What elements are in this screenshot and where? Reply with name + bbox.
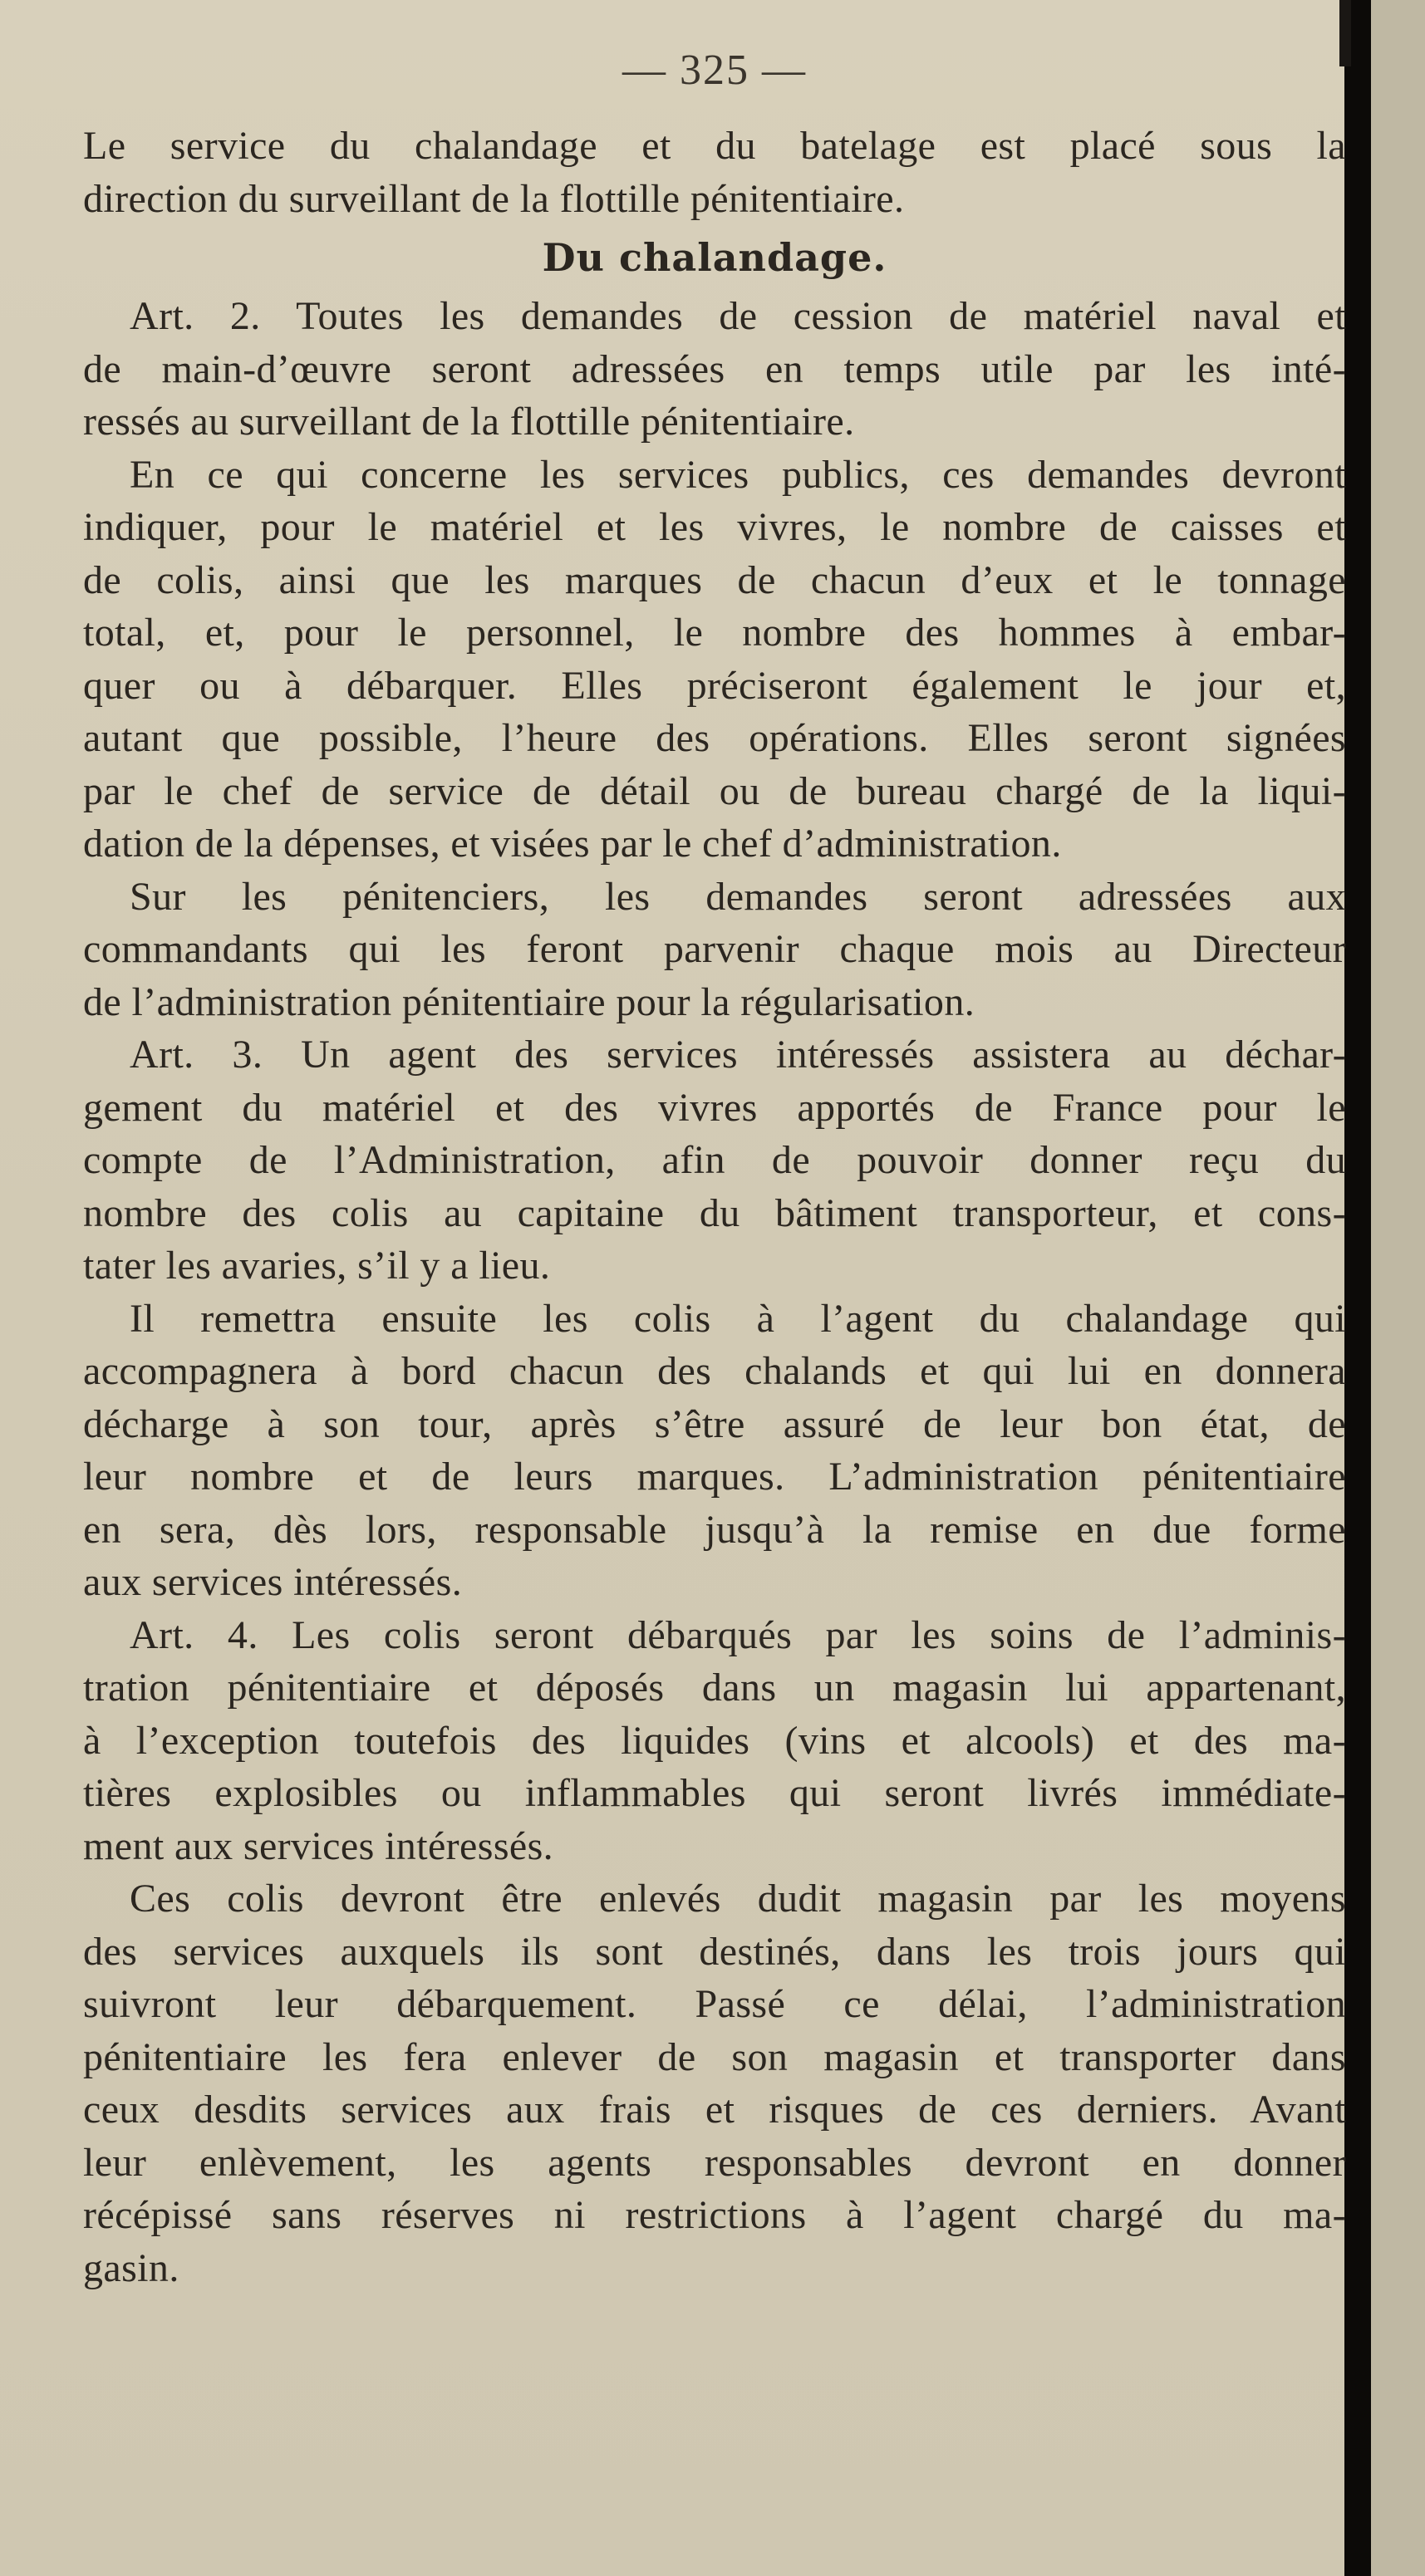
text-line: autant que possible, l’heure des opérations. Elles seront signées xyxy=(83,716,1346,760)
text-line: à l’exception toutefois des liquides (vins et alcools) et des ma- xyxy=(83,1718,1346,1763)
text-line: de main-d’œuvre seront adressées en temps utile par les inté- xyxy=(83,346,1346,391)
text-line: décharge à son tour, après s’être assuré de leur bon état, de xyxy=(83,1401,1346,1446)
text-line: Art. 3. Un agent des services intéressés assistera au déchar- xyxy=(130,1033,1346,1077)
page-margin xyxy=(1371,0,1425,2576)
text-line: Il remettra ensuite les colis à l’agent du chalandage qui xyxy=(130,1296,1346,1341)
text-line: nombre des colis au capitaine du bâtiment transporteur, et cons- xyxy=(83,1190,1346,1235)
text-line: ceux desdits services aux frais et risques de ces derniers. Avant xyxy=(83,2088,1346,2132)
text-line: dation de la dépenses, et visées par le chef d’administration. xyxy=(83,822,1062,866)
text-line: compte de l’Administration, afin de pouvoir donner reçu du xyxy=(83,1138,1346,1182)
text-line: en sera, dès lors, responsable jusqu’à la remise en due forme xyxy=(83,1507,1346,1552)
text-line: par le chef de service de détail ou de bureau chargé de la liqui- xyxy=(83,768,1346,813)
text-line: leur nombre et de leurs marques. L’administration pénitentiaire xyxy=(83,1455,1346,1499)
text-line: ment aux services intéressés. xyxy=(83,1823,554,1868)
text-line: gasin. xyxy=(83,2245,179,2290)
text-line: tater les avaries, s’il y a lieu. xyxy=(83,1244,551,1288)
text-line: En ce qui concerne les services publics, ces demandes devront xyxy=(130,452,1346,497)
text-line: tration pénitentiaire et déposés dans un magasin lui appartenant, xyxy=(83,1666,1346,1710)
text-line: suivront leur débarquement. Passé ce délai, l’administration xyxy=(83,1982,1346,2026)
text-line: des services auxquels ils sont destinés, dans les trois jours qui xyxy=(83,1929,1346,1974)
text-line: Art. 4. Les colis seront débarqués par les soins de l’adminis- xyxy=(130,1612,1346,1657)
text-line: pénitentiaire les fera enlever de son magasin et transporter dans xyxy=(83,2034,1346,2079)
text-line: direction du surveillant de la flottille pénitentiaire. xyxy=(83,176,905,221)
text-line: Ces colis devront être enlevés dudit magasin par les moyens xyxy=(130,1877,1346,1921)
text-line: quer ou à débarquer. Elles préciseront également le jour et, xyxy=(83,663,1346,708)
text-line: commandants qui les feront parvenir chaque mois au Directeur xyxy=(83,927,1346,971)
text-line: Le service du chalandage et du batelage est placé sous la xyxy=(83,124,1346,168)
text-line: aux services intéressés. xyxy=(83,1560,463,1604)
binding-edge xyxy=(1344,0,1371,2576)
text-line: indiquer, pour le matériel et les vivres, le nombre de caisses et xyxy=(83,505,1346,549)
text-line: gement du matériel et des vivres apportés de France pour le xyxy=(83,1085,1346,1130)
text-line: de l’administration pénitentiaire pour la régularisation. xyxy=(83,979,975,1024)
text-line: tières explosibles ou inflammables qui seront livrés immédiate- xyxy=(83,1771,1346,1815)
text-line: Art. 2. Toutes les demandes de cession de matériel naval et xyxy=(130,294,1346,338)
page-text xyxy=(83,42,1346,2294)
text-line: total, et, pour le personnel, le nombre des hommes à embar- xyxy=(83,611,1346,655)
page-number: — 325 — xyxy=(622,47,807,94)
text-line: accompagnera à bord chacun des chalands et qui lui en donnera xyxy=(83,1349,1346,1393)
text-line: ressés au surveillant de la flottille pénitentiaire. xyxy=(83,400,855,444)
text-line: récépissé sans réserves ni restrictions à l’agent chargé du ma- xyxy=(83,2193,1346,2237)
text-line: leur enlèvement, les agents responsables devront en donner xyxy=(83,2140,1346,2185)
text-line: de colis, ainsi que les marques de chacun d’eux et le tonnage xyxy=(83,557,1346,602)
section-heading: Du chalandage. xyxy=(542,235,887,280)
text-line: Sur les pénitenciers, les demandes seront adressées aux xyxy=(130,874,1346,919)
